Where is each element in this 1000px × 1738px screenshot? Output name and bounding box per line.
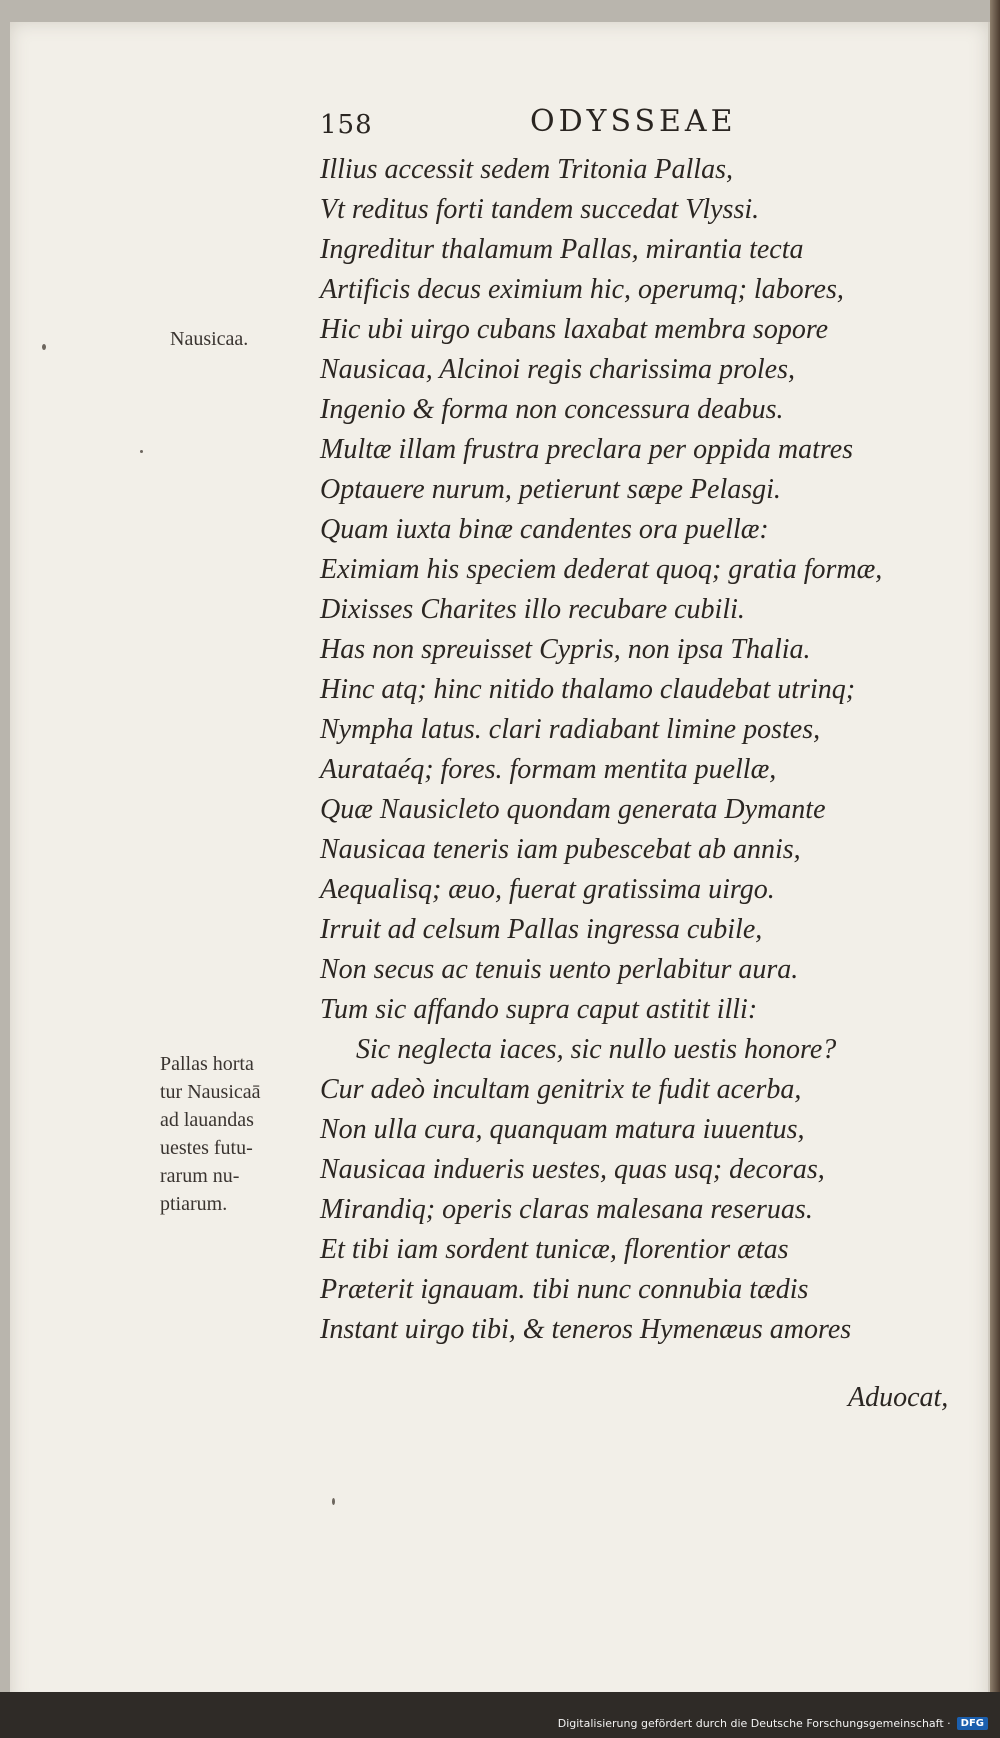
margin-note-nausicaa: Nausicaa. [170, 328, 249, 350]
ink-speck [140, 450, 143, 453]
verse-line: Has non spreuisset Cypris, non ipsa Thalia. [320, 634, 811, 665]
verse-line: Mirandiq; operis claras malesana reseruas. [320, 1194, 813, 1225]
digitization-credit [558, 1717, 988, 1730]
verse-line: Optauere nurum, petierunt sæpe Pelasgi. [320, 474, 781, 505]
verse-line: Hinc atq; hinc nitido thalamo claudebat utrinq; [320, 674, 856, 705]
verse-line-speech-start: Sic neglecta iaces, sic nullo uestis honore? [356, 1034, 837, 1065]
verse-line: Instant uirgo tibi, & teneros Hymenæus amores [320, 1314, 852, 1345]
verse-line: Eximiam his speciem dederat quoq; gratia formæ, [320, 554, 883, 585]
verse-line: Artificis decus eximium hic, operumq; labores, [320, 274, 844, 305]
verse-line: Ingreditur thalamum Pallas, mirantia tecta [320, 234, 804, 265]
verse-line: Irruit ad celsum Pallas ingressa cubile, [320, 914, 763, 945]
margin-note-line: rarum nu- [160, 1165, 240, 1187]
catchword: Aduocat, [848, 1382, 949, 1413]
credit-text: Digitalisierung gefördert durch die Deutsche Forschungsgemeinschaft · [557, 1717, 951, 1730]
verse-line: Illius accessit sedem Tritonia Pallas, [320, 154, 733, 185]
verse-line: Multæ illam frustra preclara per oppida matres [320, 434, 854, 465]
margin-note-line: uestes futu- [160, 1137, 253, 1159]
verse-line: Quæ Nausicleto quondam generata Dymante [320, 794, 826, 825]
verse-line: Non ulla cura, quanquam matura iuuentus, [320, 1114, 805, 1145]
verse-line: Vt reditus forti tandem succedat Vlyssi. [320, 194, 760, 225]
margin-note-line: ad lauandas [160, 1109, 254, 1131]
verse-text [320, 150, 960, 1350]
scan-bottom-edge [0, 1692, 1000, 1738]
verse-line: Nausicaa, Alcinoi regis charissima proles, [320, 354, 795, 385]
verse-line: Cur adeò incultam genitrix te fudit acerba, [320, 1074, 802, 1105]
margin-note-line: Pallas horta [160, 1053, 254, 1075]
verse-line: Nausicaa indueris uestes, quas usq; decoras, [320, 1154, 825, 1185]
verse-line: Ingenio & forma non concessura deabus. [320, 394, 784, 425]
ink-speck [42, 344, 46, 350]
verse-line: Quam iuxta binæ candentes ora puellæ: [320, 514, 769, 545]
book-edge [990, 0, 1000, 1738]
ink-speck [332, 1498, 335, 1505]
verse-line: Præterit ignauam. tibi nunc connubia tædis [320, 1274, 809, 1305]
verse-line: Nausicaa teneris iam pubescebat ab annis, [320, 834, 801, 865]
verse-line: Aequalisq; æuo, fuerat gratissima uirgo. [320, 874, 775, 905]
verse-line: Dixisses Charites illo recubare cubili. [320, 594, 745, 625]
margin-note-line: tur Nausicaā [160, 1081, 261, 1103]
margin-note-pallas [160, 1050, 320, 1218]
margin-note-line: ptiarum. [160, 1193, 228, 1215]
verse-line: Nympha latus. clari radiabant limine postes, [320, 714, 821, 745]
verse-line: Non secus ac tenuis uento perlabitur aura. [320, 954, 799, 985]
running-head: ODYSSEAE [530, 104, 737, 139]
dfg-logo: DFG [957, 1717, 988, 1730]
page-header [320, 104, 960, 148]
verse-line: Hic ubi uirgo cubans laxabat membra sopore [320, 314, 829, 345]
page-number: 158 [320, 110, 373, 140]
verse-line: Et tibi iam sordent tunicæ, florentior ætas [320, 1234, 789, 1265]
verse-line: Tum sic affando supra caput astitit illi: [320, 994, 758, 1025]
verse-line: Aurataéq; fores. formam mentita puellæ, [320, 754, 777, 785]
